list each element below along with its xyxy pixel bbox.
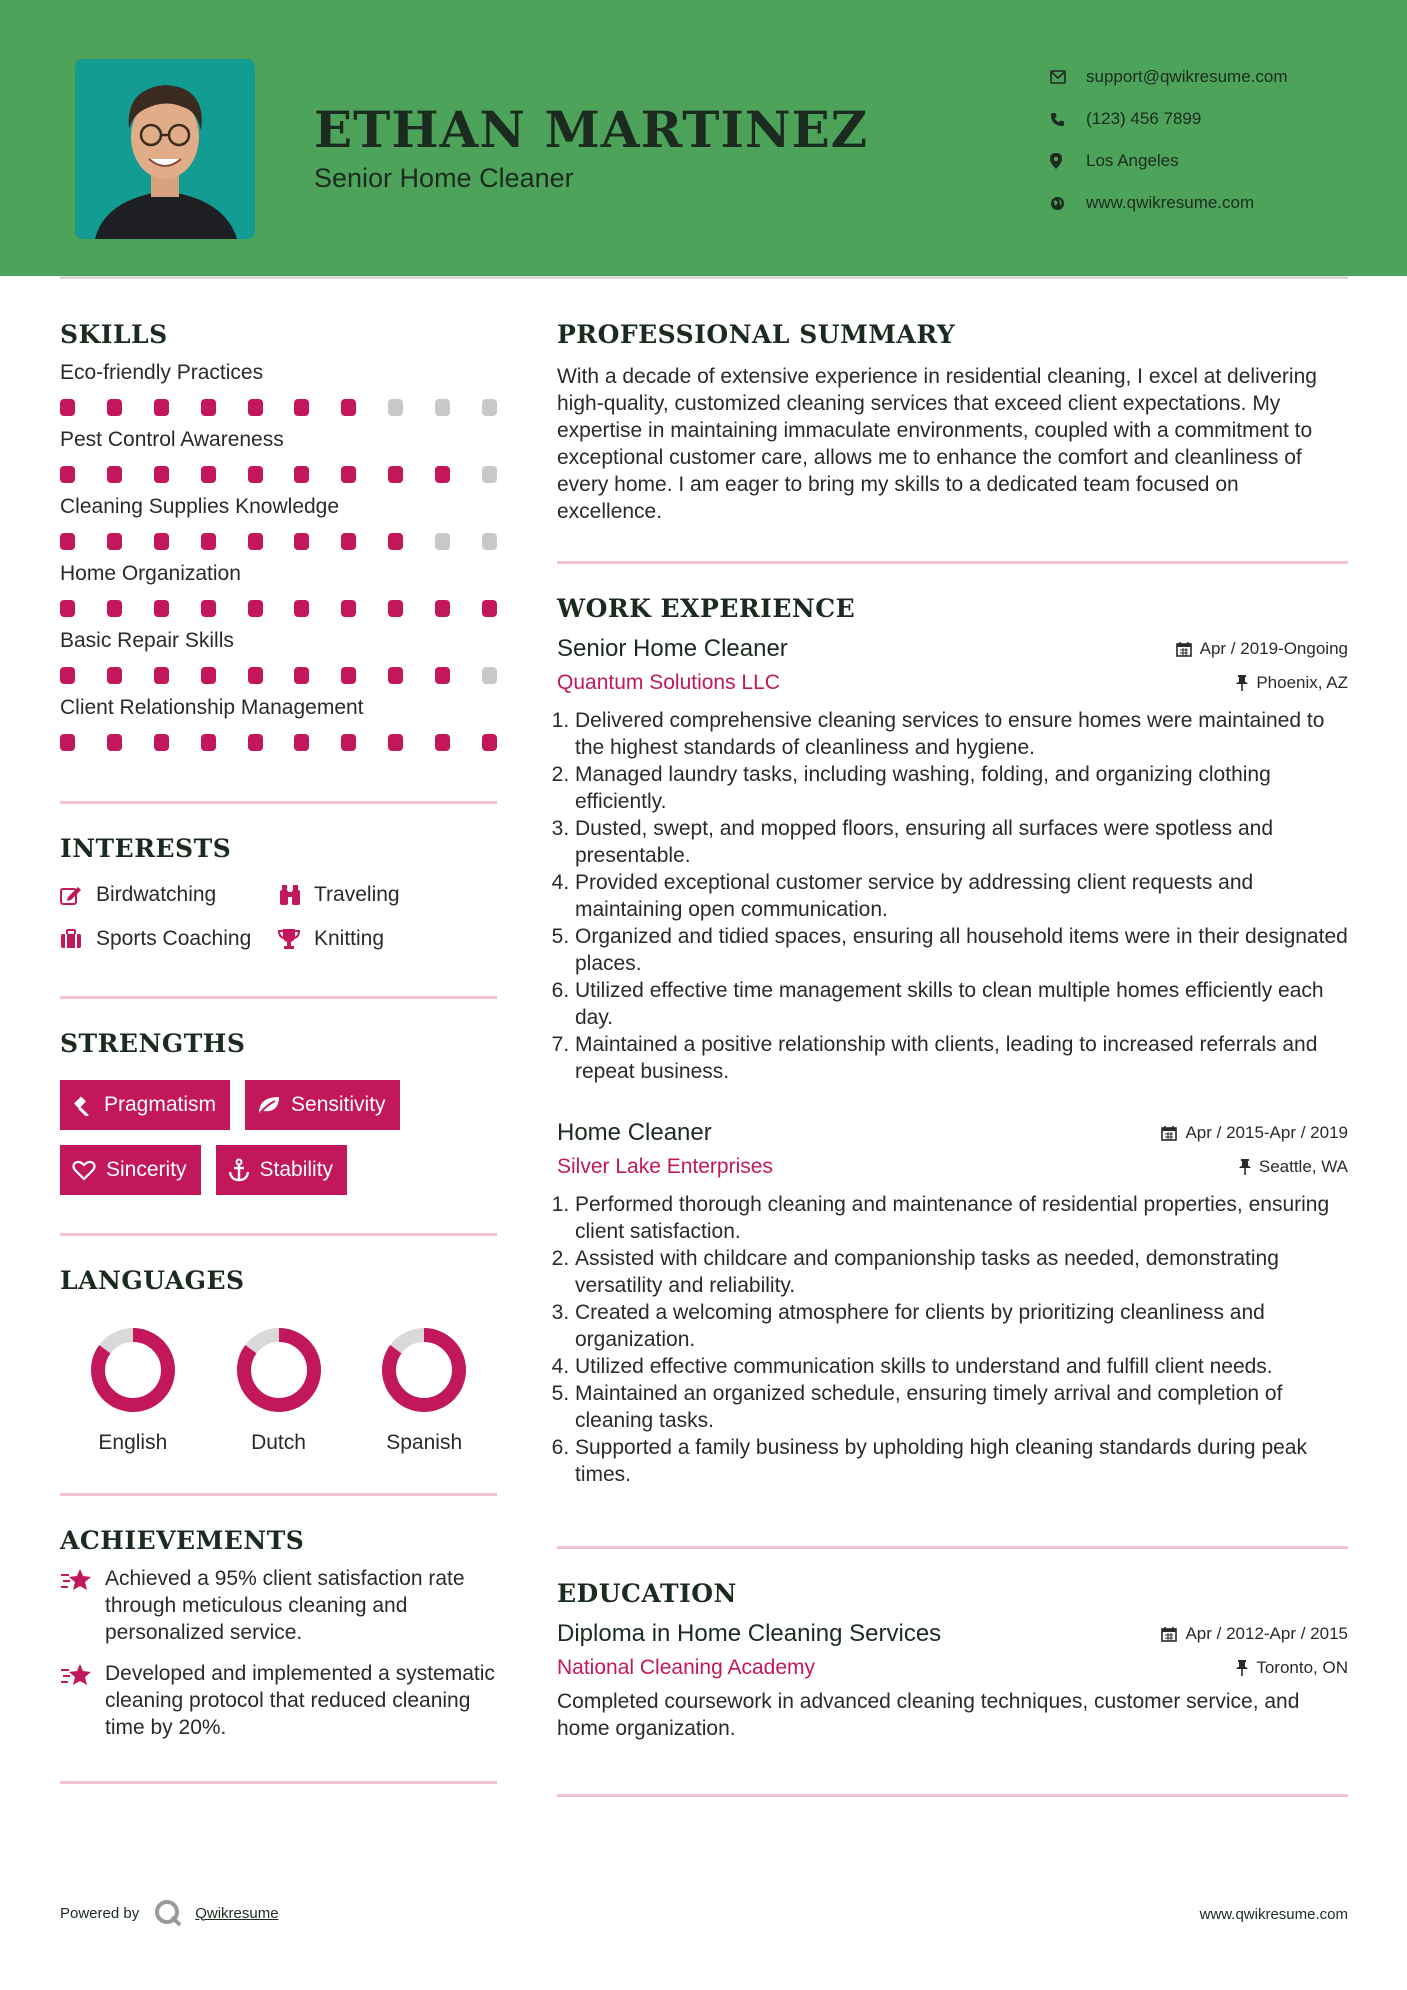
skill-item [60, 696, 497, 751]
skill-rating [60, 600, 497, 617]
rating-dot-filled [60, 399, 75, 416]
contact-website-text: www.qwikresume.com [1086, 193, 1255, 212]
rating-dot-filled [154, 734, 169, 751]
skill-rating [60, 399, 497, 416]
summary-text: With a decade of extensive experience in residential cleaning, I excel at delivering high-quality, customized cleaning services that exceed client expectations. My expertise in maintaining immaculate environments, coupled with a commitment to exceptional customer care, allows me to enhance the comfort and cleanliness of every home. I am eager to bring my skills to a dedicated team focused on excellence. [557, 365, 1317, 523]
duty-item: 1. Delivered comprehensive cleaning services to ensure homes were maintained to the highest standards of cleanliness and hygiene. [575, 707, 1348, 761]
education-dates-text: Apr / 2012-Apr / 2015 [1185, 1624, 1348, 1643]
education-title: EDUCATION [557, 1579, 737, 1608]
interest-item [60, 883, 278, 907]
skill-rating [60, 734, 497, 751]
job-dates [1161, 1123, 1348, 1143]
rating-dot-filled [154, 399, 169, 416]
skill-item [60, 629, 497, 684]
duty-item: 6. Utilized effective time management skills to clean multiple homes efficiently each day. [575, 977, 1348, 1031]
duty-item: 1. Performed thorough cleaning and maintenance of residential properties, ensuring client satisfaction. [575, 1191, 1348, 1245]
education-location [1236, 1658, 1348, 1678]
rating-dot-filled [388, 533, 403, 550]
strength-label: Pragmatism [104, 1093, 217, 1116]
candidate-name: ETHAN MARTINEZ [314, 100, 869, 159]
strength-badge [60, 1080, 230, 1130]
rating-dot-filled [388, 734, 403, 751]
language-donut [234, 1325, 324, 1415]
duty-item: 6. Supported a family business by upholding high cleaning standards during peak times. [575, 1434, 1348, 1488]
qwikresume-logo-icon [153, 1898, 183, 1928]
anchor-icon [228, 1158, 250, 1182]
rating-dot-filled [248, 466, 263, 483]
language-name: Spanish [386, 1431, 463, 1454]
rating-dot-filled [107, 667, 122, 684]
skill-rating [60, 667, 497, 684]
rating-dot-filled [201, 399, 216, 416]
interest-label: Birdwatching [96, 883, 217, 906]
skills-list [60, 361, 497, 751]
rating-dot-filled [60, 600, 75, 617]
phone-icon [1050, 112, 1086, 127]
contact-location-text: Los Angeles [1086, 151, 1179, 170]
skill-item [60, 562, 497, 617]
skills-title: SKILLS [60, 320, 168, 349]
job-duties-list [557, 707, 1348, 1085]
rating-dot-filled [107, 466, 122, 483]
powered-by-label: Powered by [60, 1904, 140, 1922]
strength-badge [60, 1145, 201, 1195]
language-donut [88, 1325, 178, 1415]
job-dates-text: Apr / 2015-Apr / 2019 [1185, 1123, 1348, 1142]
interests-title: INTERESTS [60, 834, 232, 863]
achievements-title: ACHIEVEMENTS [60, 1526, 305, 1555]
skill-item [60, 495, 497, 550]
gavel-icon [72, 1094, 94, 1116]
section-divider [557, 561, 1348, 564]
degree-title: Diploma in Home Cleaning Services [557, 1620, 942, 1647]
interests-list [60, 883, 497, 951]
rating-dot-filled [482, 734, 497, 751]
skill-name: Client Relationship Management [60, 696, 364, 719]
pushpin-icon [1236, 675, 1248, 691]
skill-name: Eco-friendly Practices [60, 361, 264, 384]
rating-dot-filled [154, 466, 169, 483]
rating-dot-filled [294, 667, 309, 684]
rating-dot-filled [248, 734, 263, 751]
rating-dot-empty [482, 466, 497, 483]
rating-dot-filled [294, 600, 309, 617]
strength-label: Sensitivity [291, 1093, 386, 1116]
section-divider [60, 1781, 497, 1784]
duty-item: 4. Utilized effective communication skills to understand and fulfill client needs. [575, 1353, 1348, 1380]
duty-item: 5. Maintained an organized schedule, ensuring timely arrival and completion of cleaning tasks. [575, 1380, 1348, 1434]
rating-dot-filled [435, 734, 450, 751]
rating-dot-filled [248, 533, 263, 550]
skill-name: Pest Control Awareness [60, 428, 284, 451]
left-column [60, 320, 497, 1784]
education-dates [1161, 1624, 1348, 1644]
map-marker-icon [1050, 153, 1086, 169]
job-duties-list [557, 1191, 1348, 1488]
rating-dot-filled [388, 600, 403, 617]
strength-badge [216, 1145, 348, 1195]
rating-dot-filled [294, 533, 309, 550]
rating-dot-empty [482, 533, 497, 550]
binoculars-icon [278, 884, 314, 906]
skill-item [60, 428, 497, 483]
globe-icon [1050, 196, 1086, 211]
education-description: Completed coursework in advanced cleaning techniques, customer service, and home organization. [557, 1690, 1300, 1740]
calendar-icon [1161, 1626, 1177, 1642]
resume-header [0, 0, 1407, 276]
duty-item: 2. Managed laundry tasks, including washing, folding, and organizing clothing efficiently. [575, 761, 1348, 815]
rating-dot-filled [248, 667, 263, 684]
rating-dot-filled [435, 600, 450, 617]
rating-dot-filled [154, 667, 169, 684]
strengths-title: STRENGTHS [60, 1029, 246, 1058]
skill-name: Cleaning Supplies Knowledge [60, 495, 340, 518]
duty-item: 3. Dusted, swept, and mopped floors, ensuring all surfaces were spotless and presentable. [575, 815, 1348, 869]
rating-dot-empty [482, 399, 497, 416]
footer-url[interactable]: www.qwikresume.com [1199, 1906, 1348, 1923]
job-location-text: Phoenix, AZ [1256, 673, 1348, 692]
company-name: Quantum Solutions LLC [557, 671, 780, 694]
qwikresume-link[interactable]: Qwikresume [195, 1904, 279, 1922]
rating-dot-filled [388, 466, 403, 483]
rating-dot-filled [107, 734, 122, 751]
rating-dot-empty [388, 399, 403, 416]
rating-dot-filled [294, 399, 309, 416]
pencil-square-icon [60, 885, 96, 905]
calendar-icon [1161, 1125, 1177, 1141]
contact-location [1050, 140, 1380, 182]
rating-dot-filled [201, 600, 216, 617]
language-item [351, 1325, 497, 1455]
rating-dot-filled [248, 399, 263, 416]
rating-dot-empty [482, 667, 497, 684]
job-entry [557, 635, 1348, 1085]
profile-photo [75, 59, 255, 239]
rating-dot-filled [60, 466, 75, 483]
achievement-item [60, 1565, 497, 1646]
job-location [1236, 673, 1348, 693]
rating-dot-filled [201, 533, 216, 550]
skill-item [60, 361, 497, 416]
rating-dot-filled [341, 466, 356, 483]
section-divider [60, 1233, 497, 1236]
rating-dot-filled [201, 466, 216, 483]
rating-dot-empty [435, 399, 450, 416]
contact-website[interactable] [1050, 182, 1380, 224]
summary-title: PROFESSIONAL SUMMARY [557, 320, 956, 349]
interest-item [278, 927, 497, 951]
languages-title: LANGUAGES [60, 1266, 245, 1295]
achievement-item [60, 1660, 497, 1741]
shooting-star-icon [60, 1660, 105, 1741]
skill-rating [60, 533, 497, 550]
shooting-star-icon [60, 1565, 105, 1646]
duty-item: 3. Created a welcoming atmosphere for clients by prioritizing cleanliness and organization. [575, 1299, 1348, 1353]
strength-badge [245, 1080, 400, 1130]
job-dates [1176, 639, 1348, 659]
skill-name: Home Organization [60, 562, 241, 585]
school-name: National Cleaning Academy [557, 1656, 815, 1679]
job-dates-text: Apr / 2019-Ongoing [1199, 639, 1348, 658]
heart-icon [72, 1160, 96, 1181]
candidate-role: Senior Home Cleaner [314, 163, 574, 193]
languages-list [60, 1325, 497, 1455]
job-location-text: Seattle, WA [1258, 1157, 1348, 1176]
rating-dot-filled [154, 533, 169, 550]
rating-dot-filled [60, 533, 75, 550]
contact-email[interactable] [1050, 56, 1380, 98]
interest-label: Knitting [314, 927, 385, 950]
rating-dot-empty [435, 533, 450, 550]
language-item [60, 1325, 206, 1455]
rating-dot-filled [107, 399, 122, 416]
leaf-icon [257, 1095, 281, 1115]
language-donut [379, 1325, 469, 1415]
job-title: Senior Home Cleaner [557, 635, 788, 662]
skill-rating [60, 466, 497, 483]
rating-dot-filled [341, 600, 356, 617]
person-avatar-icon [75, 59, 255, 239]
rating-dot-filled [248, 600, 263, 617]
section-divider [557, 1794, 1348, 1797]
rating-dot-filled [154, 600, 169, 617]
skill-name: Basic Repair Skills [60, 629, 234, 652]
section-divider [557, 1546, 1348, 1549]
company-name: Silver Lake Enterprises [557, 1155, 773, 1178]
rating-dot-filled [201, 734, 216, 751]
rating-dot-filled [341, 533, 356, 550]
pushpin-icon [1239, 1159, 1251, 1175]
header-divider [60, 276, 1348, 279]
education-location-text: Toronto, ON [1256, 1658, 1348, 1677]
achievement-text: Achieved a 95% client satisfaction rate through meticulous cleaning and personalized service. [105, 1567, 465, 1644]
rating-dot-filled [107, 533, 122, 550]
language-item [206, 1325, 352, 1455]
strengths-list [60, 1080, 497, 1195]
job-title: Home Cleaner [557, 1119, 712, 1146]
rating-dot-filled [60, 667, 75, 684]
rating-dot-filled [60, 734, 75, 751]
rating-dot-filled [435, 466, 450, 483]
rating-dot-filled [107, 600, 122, 617]
pushpin-icon [1236, 1660, 1248, 1676]
rating-dot-filled [201, 667, 216, 684]
language-name: English [98, 1431, 168, 1454]
education-entry [557, 1620, 1348, 1742]
duty-item: 4. Provided exceptional customer service by addressing client requests and maintaining open communication. [575, 869, 1348, 923]
rating-dot-filled [294, 734, 309, 751]
duty-item: 7. Maintained a positive relationship with clients, leading to increased referrals and repeat business. [575, 1031, 1348, 1085]
language-name: Dutch [251, 1431, 306, 1454]
right-column [557, 320, 1348, 1797]
interest-item [60, 927, 278, 951]
rating-dot-filled [482, 600, 497, 617]
contact-email-text: support@qwikresume.com [1086, 67, 1288, 86]
rating-dot-filled [341, 734, 356, 751]
calendar-icon [1176, 641, 1192, 657]
interest-label: Traveling [314, 883, 400, 906]
strength-label: Stability [259, 1158, 334, 1181]
contact-phone-text: (123) 456 7899 [1086, 109, 1202, 128]
rating-dot-filled [294, 466, 309, 483]
job-entry [557, 1119, 1348, 1488]
duty-item: 2. Assisted with childcare and companionship tasks as needed, demonstrating versatility and reliability. [575, 1245, 1348, 1299]
envelope-icon [1050, 70, 1086, 84]
trophy-icon [278, 928, 314, 950]
interest-item [278, 883, 497, 907]
strength-label: Sincerity [106, 1158, 187, 1181]
interest-label: Sports Coaching [96, 927, 252, 950]
contact-list [1050, 56, 1380, 224]
rating-dot-filled [388, 667, 403, 684]
section-divider [60, 1493, 497, 1496]
footer-branding [60, 1898, 279, 1928]
briefcase-icon [60, 929, 96, 949]
section-divider [60, 801, 497, 804]
rating-dot-filled [435, 667, 450, 684]
job-location [1239, 1157, 1348, 1177]
rating-dot-filled [341, 399, 356, 416]
contact-phone[interactable] [1050, 98, 1380, 140]
section-divider [60, 996, 497, 999]
rating-dot-filled [341, 667, 356, 684]
experience-title: WORK EXPERIENCE [557, 594, 856, 623]
duty-item: 5. Organized and tidied spaces, ensuring all household items were in their designated places. [575, 923, 1348, 977]
achievement-text: Developed and implemented a systematic cleaning protocol that reduced cleaning time by 20%. [105, 1662, 495, 1739]
